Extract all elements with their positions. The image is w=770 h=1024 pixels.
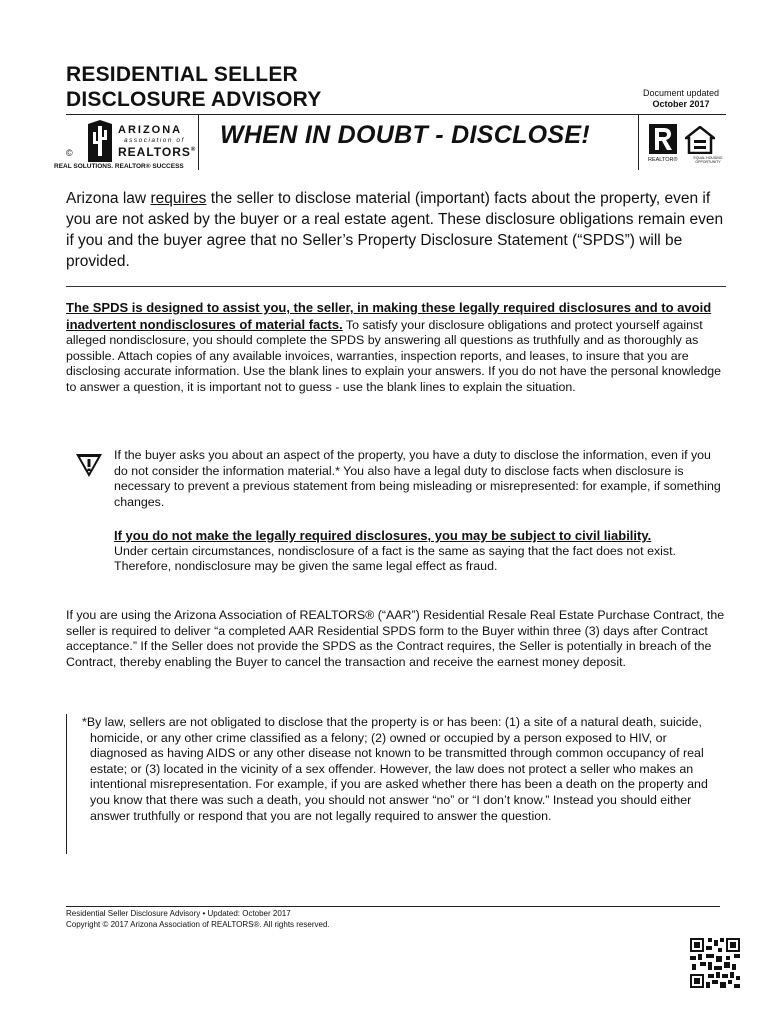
section-divider — [66, 286, 726, 287]
footer — [66, 908, 330, 930]
equal-housing-label: EQUAL HOUSING OPPORTUNITY — [693, 156, 723, 164]
intro-paragraph — [66, 188, 726, 272]
contract-paragraph: If you are using the Arizona Association of REALTORS® (“AAR”) Residential Resale Real Estate Purchase Contract, the seller is required to deliver “a completed AAR Residential SPDS form to the Buyer within three (3) days after Contract acceptance.” If the Seller does not provide the SPDS as the Contract requires, the Seller is potentially in breach of the Contract, thereby enabling the Buyer to cancel the transaction and receive the earnest money deposit. — [66, 608, 725, 669]
intro-emphasis: requires — [150, 190, 207, 207]
logo-wordmark — [118, 124, 196, 159]
title-line-1: RESIDENTIAL SELLER — [66, 63, 298, 86]
document-title — [66, 62, 321, 112]
logo-realtors-text: REALTORS — [118, 145, 191, 159]
equal-housing-icon — [685, 126, 715, 154]
footer-line-1: Residential Seller Disclosure Advisory • Updated: October 2017 — [66, 909, 291, 918]
title-line-2: DISCLOSURE ADVISORY — [66, 88, 322, 111]
realtor-mark-label: REALTOR® — [648, 157, 678, 163]
liability-body: Under certain circumstances, nondisclosure of a fact is the same as saying that the fact does not exist. Therefore, nondisclosure may be given the same legal effect as fraud. — [114, 543, 676, 574]
realtor-r-icon — [649, 124, 677, 154]
realtor-equal-housing-marks — [638, 114, 727, 170]
warning-paragraph-2 — [114, 528, 724, 575]
footnote: *By law, sellers are not obligated to disclose that the property is or has been: (1) a site of a natural death, suicide, homicide, or any other crime classified as a felony; (2) owned or occupied by a person exposed to HIV, or diagnosed as having AIDS or any other disease not known to be transmitted through common occupancy of real estate; or (3) located in the vicinity of a sex offender. However, the law does not protect a seller who makes an intentional misrepresentation. For example, if you are asked whether there has been a death on the property and you know that there was such a death, you should not answer “no” or “I don’t know.” Instead you should either answer truthfully or respond that you are not legally required to answer the question. — [82, 715, 708, 823]
footer-line-2: Copyright © 2017 Arizona Association of REALTORS®. All rights reserved. — [66, 920, 330, 929]
document-updated — [638, 88, 724, 110]
copyright-symbol: © — [66, 148, 73, 158]
spds-paragraph — [66, 300, 726, 396]
logo-tagline: REAL SOLUTIONS. REALTOR® SUCCESS — [54, 163, 184, 170]
footer-divider — [66, 906, 720, 907]
headline: WHEN IN DOUBT - DISCLOSE! — [220, 121, 590, 149]
logo-association: association of — [124, 137, 185, 144]
updated-label: Document updated — [642, 88, 720, 98]
logo-realtors-mark: ® — [190, 147, 197, 153]
logo-realtors — [118, 145, 196, 159]
logo-arizona: ARIZONA — [118, 124, 183, 136]
footnote-bar — [66, 714, 67, 854]
association-logo — [66, 114, 199, 170]
spds-lead: The SPDS is designed to assist you, the seller, in making these legally required disclosures and to avoid inadvertent nondisclosures of material facts. — [66, 300, 712, 332]
warning-icon — [75, 452, 103, 478]
qr-code-icon — [690, 938, 740, 988]
spds-body: To satisfy your disclosure obligations and protect yourself against alleged nondisclosure, you should complete the SPDS by answering all questions as truthfully and as thoroughly as possible. Attach copies of any available invoices, warranties, inspection reports, and leases, to insure that you are disclosing accurate information. Use the blank lines to explain your answers. If you do not have the personal knowledge to answer a question, it is important not to guess - use the blank lines to explain the situation. — [66, 317, 722, 394]
updated-date: October 2017 — [652, 99, 710, 109]
cactus-logo-icon — [86, 120, 114, 162]
intro-text-end: the seller to disclose material (important) facts about the property, even if you are not asked by the buyer or a real estate agent. These disclosure obligations remain even if you and the buyer agree that no Seller’s Property Disclosure Statement (“SPDS”) will be provided. — [66, 190, 724, 270]
warning-paragraph-1: If the buyer asks you about an aspect of the property, you have a duty to disclose the information, even if you do not consider the information material.* You also have a legal duty to disclose facts when disclosure is necessary to prevent a previous statement from being misleading or misrepresented: for example, if something changes. — [114, 448, 721, 509]
intro-text-start: Arizona law — [66, 190, 151, 207]
liability-lead: If you do not make the legally required disclosures, you may be subject to civil liability. — [114, 528, 652, 543]
